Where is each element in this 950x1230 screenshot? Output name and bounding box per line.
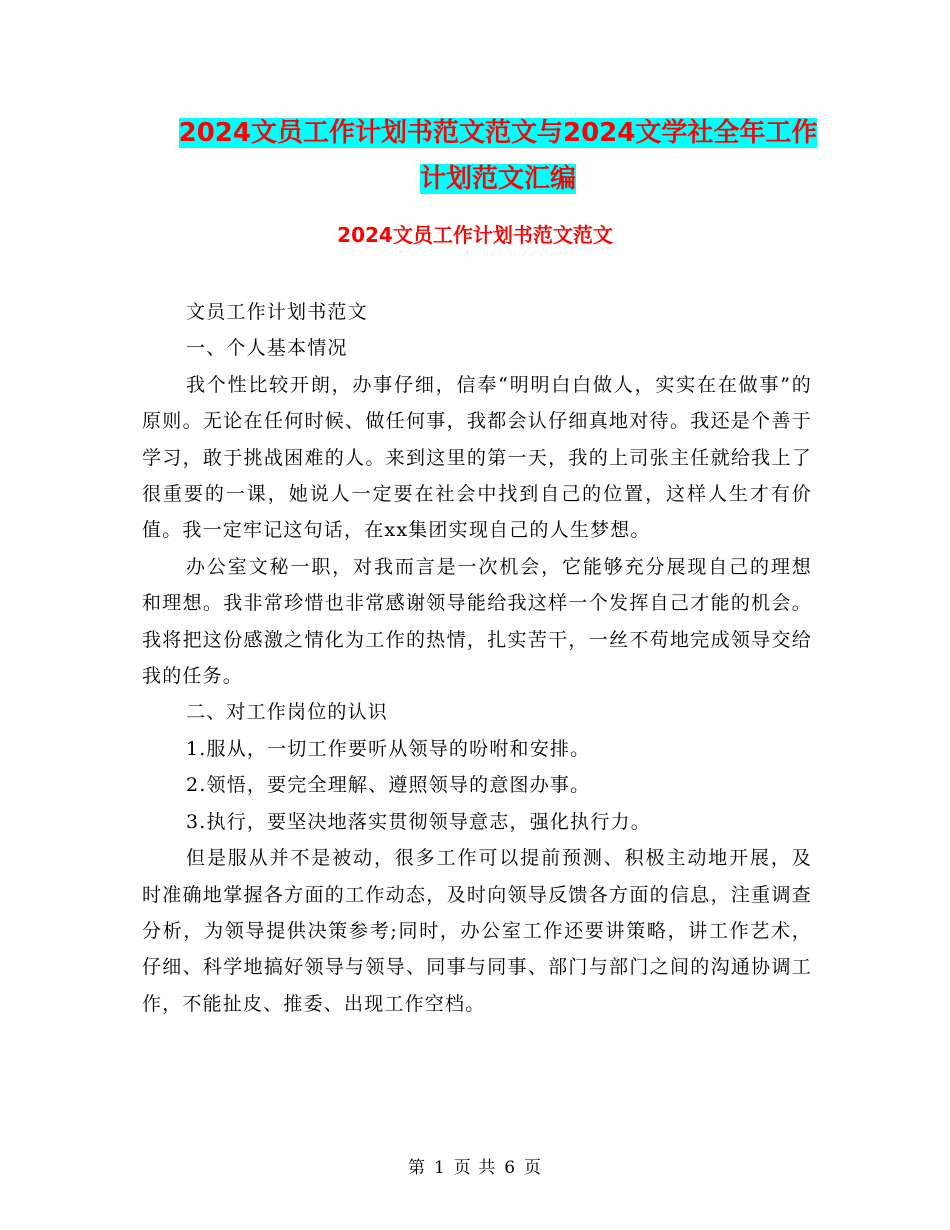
list-item: 2.领悟，要完全理解、遵照领导的意图办事。 <box>186 774 591 797</box>
paragraph: 办公室文秘一职，对我而言是一次机会，它能够充分展现自己的理想和理想。我非常珍惜也非常感谢领导能给我这样一个发挥自己才能的机会。我将把这份感激之情化为工作的热情，扎实苦干，一丝不苟地完成领导交给我的任务。 <box>142 555 812 688</box>
section-heading-2: 二、对工作岗位的认识 <box>186 701 389 724</box>
document-title-line-1: 2024文员工作计划书范文范文与2024文学社全年工作 <box>178 118 818 148</box>
paragraph: 但是服从并不是被动，很多工作可以提前预测、积极主动地开展，及时准确地掌握各方面的工作动态，及时向领导反馈各方面的信息，注重调查分析，为领导提供决策参考;同时，办公室工作还要讲策略，讲工作艺术，仔细、科学地搞好领导与领导、同事与同事、部门与部门之间的沟通协调工作，不能扯皮、推委、出现工作空档。 <box>142 847 812 1015</box>
document-title <box>140 110 856 202</box>
footer-total-pages: 6 <box>504 1158 517 1178</box>
footer-suffix: 页 <box>524 1158 543 1178</box>
list-item: 1.服从，一切工作要听从领导的吩咐和安排。 <box>186 737 591 760</box>
document-title-line-2: 计划范文汇编 <box>419 164 576 194</box>
list-item: 3.执行，要坚决地落实贯彻领导意志，强化执行力。 <box>186 810 651 833</box>
footer-middle: 页 共 <box>453 1158 497 1178</box>
page-footer <box>0 1153 950 1178</box>
section-heading-1: 一、个人基本情况 <box>186 337 348 360</box>
paragraph-heading: 文员工作计划书范文 <box>186 301 368 323</box>
section-title: 2024文员工作计划书范文范文 <box>337 223 613 247</box>
footer-prefix: 第 <box>407 1158 426 1178</box>
paragraph: 我个性比较开朗，办事仔细，信奉“明明白白做人，实实在在做事”的原则。无论在任何时候、做任何事，我都会认仔细真地对待。我还是个善于学习，敢于挑战困难的人。来到这里的第一天，我的上司张主任就给我上了很重要的一课，她说人一定要在社会中找到自己的位置，这样人生才有价值。我一定牢记这句话，在xx集团实现自己的人生梦想。 <box>142 373 812 542</box>
footer-current-page: 1 <box>433 1158 446 1178</box>
document-body <box>142 294 812 1022</box>
